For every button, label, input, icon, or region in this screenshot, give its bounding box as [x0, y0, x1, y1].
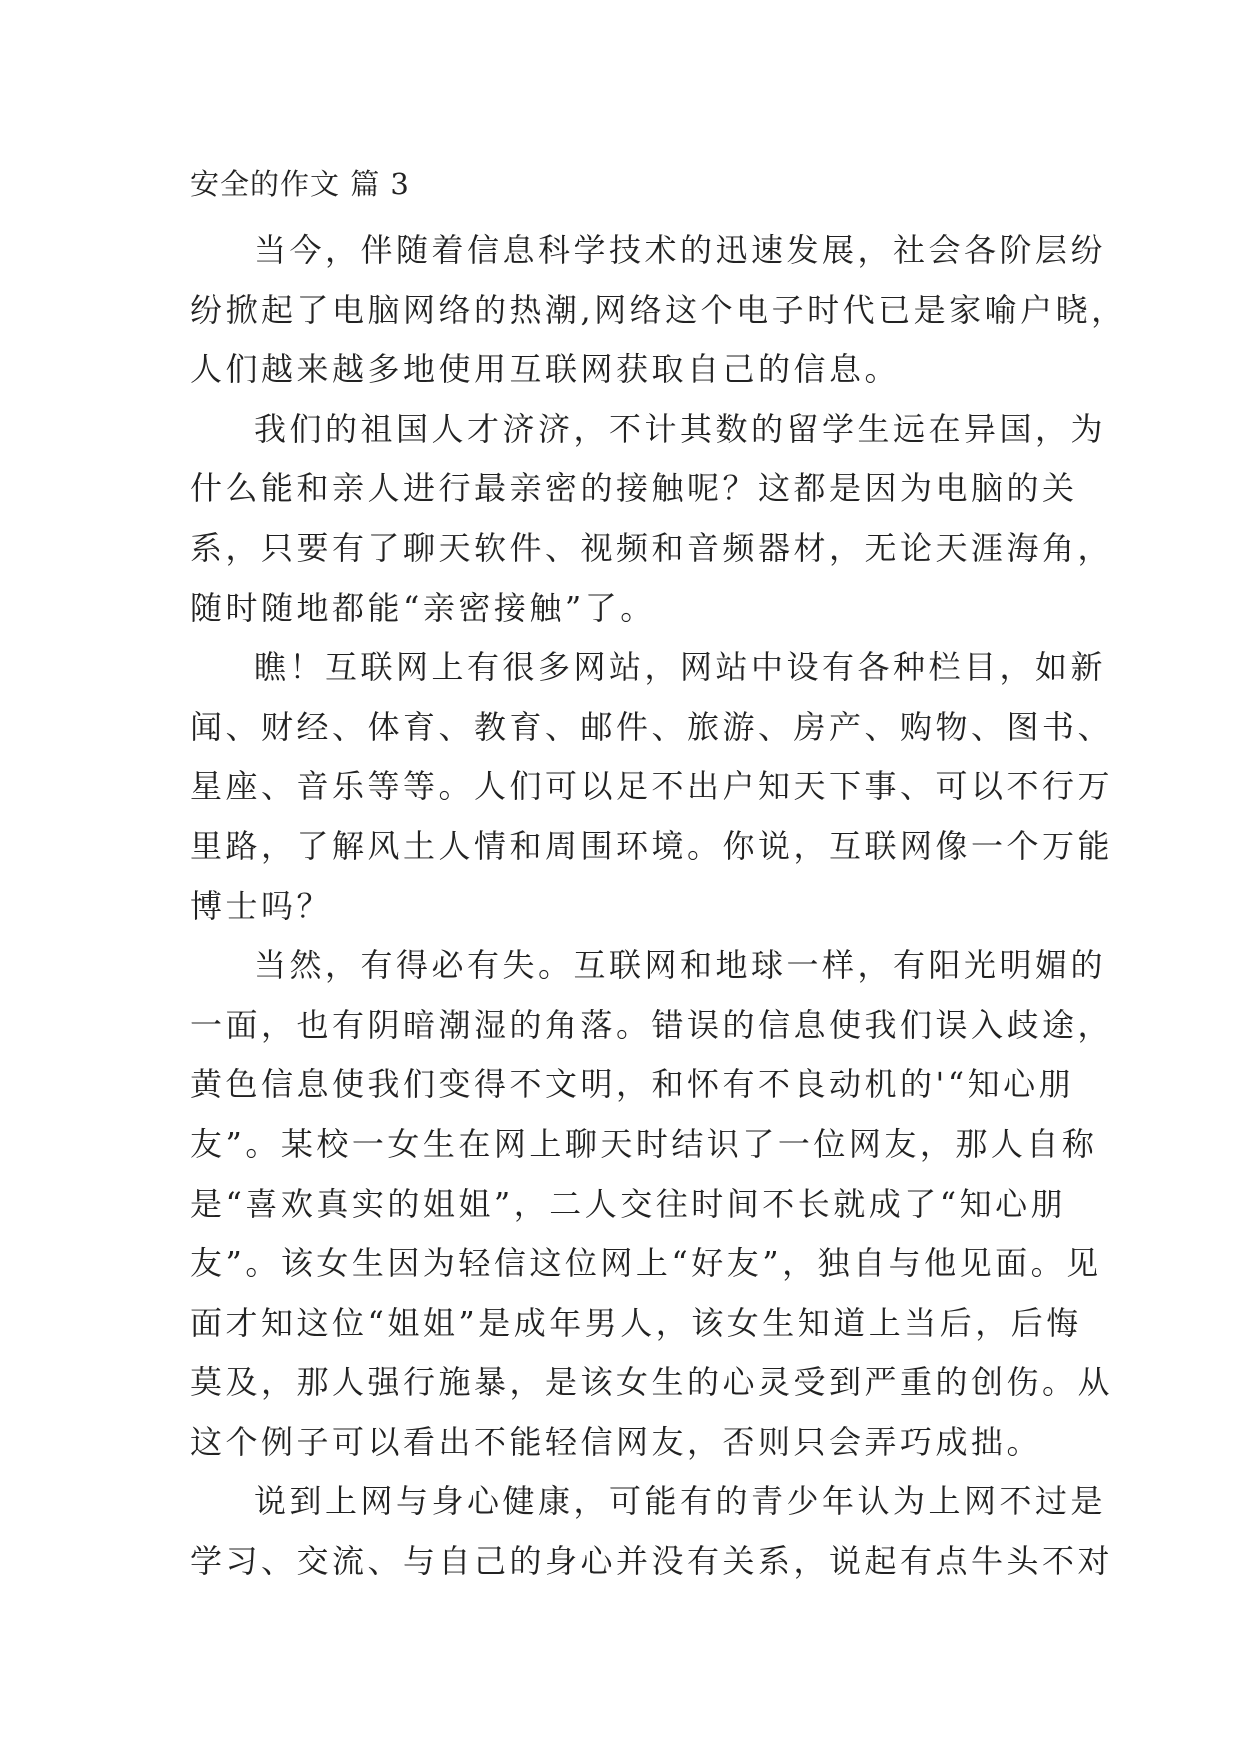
text-line: 黄色信息使我们变得不文明，和怀有不良动机的'“知心朋	[190, 1065, 1075, 1104]
paragraph-first-line: 当然，有得必有失。互联网和地球一样，有阳光明媚的	[254, 946, 1107, 985]
essay-body	[190, 221, 1127, 1592]
text-line: 闻、财经、体育、教育、邮件、旅游、房产、购物、图书、	[190, 707, 1114, 746]
text-line: 学习、交流、与自己的身心并没有关系，说起有点牛头不对	[190, 1542, 1114, 1581]
text-line: 是“喜欢真实的姐姐”，二人交往时间不长就成了“知心朋	[190, 1184, 1067, 1223]
text-line: 随时随地都能“亲密接触”了。	[190, 588, 656, 627]
text-line: 里路，了解风土人情和周围环境。你说，互联网像一个万能	[190, 826, 1114, 865]
text-line: 面才知这位“姐姐”是成年男人，该女生知道上当后，后悔	[190, 1303, 1082, 1342]
text-line: 友”。某校一女生在网上聊天时结识了一位网友，那人自称	[190, 1124, 1098, 1163]
text-line: 人们越来越多地使用互联网获取自己的信息。	[190, 350, 901, 389]
text-line: 一面，也有阴暗潮湿的角落。错误的信息使我们误入歧途，	[190, 1005, 1114, 1044]
text-line: 博士吗？	[190, 886, 333, 925]
paragraph-first-line: 瞧！互联网上有很多网站，网站中设有各种栏目，如新	[254, 648, 1107, 687]
text-line: 系，只要有了聊天软件、视频和音频器材，无论天涯海角，	[190, 528, 1114, 567]
text-line: 纷掀起了电脑网络的热潮,网络这个电子时代已是家喻户晓，	[190, 290, 1127, 329]
essay-title: 安全的作文 篇 3	[190, 167, 410, 201]
text-line: 莫及，那人强行施暴，是该女生的心灵受到严重的创伤。从	[190, 1363, 1114, 1402]
text-line: 这个例子可以看出不能轻信网友，否则只会弄巧成拙。	[190, 1422, 1043, 1461]
text-line: 什么能和亲人进行最亲密的接触呢？这都是因为电脑的关	[190, 469, 1078, 508]
text-line: 星座、音乐等等。人们可以足不出户知天下事、可以不行万	[190, 767, 1114, 806]
paragraph-first-line: 我们的祖国人才济济，不计其数的留学生远在异国，为	[254, 409, 1107, 448]
paragraph-first-line: 说到上网与身心健康，可能有的青少年认为上网不过是	[254, 1482, 1107, 1521]
text-line: 友”。该女生因为轻信这位网上“好友”，独自与他见面。见	[190, 1244, 1102, 1283]
paragraph-first-line: 当今，伴随着信息科学技术的迅速发展，社会各阶层纷	[254, 231, 1107, 269]
